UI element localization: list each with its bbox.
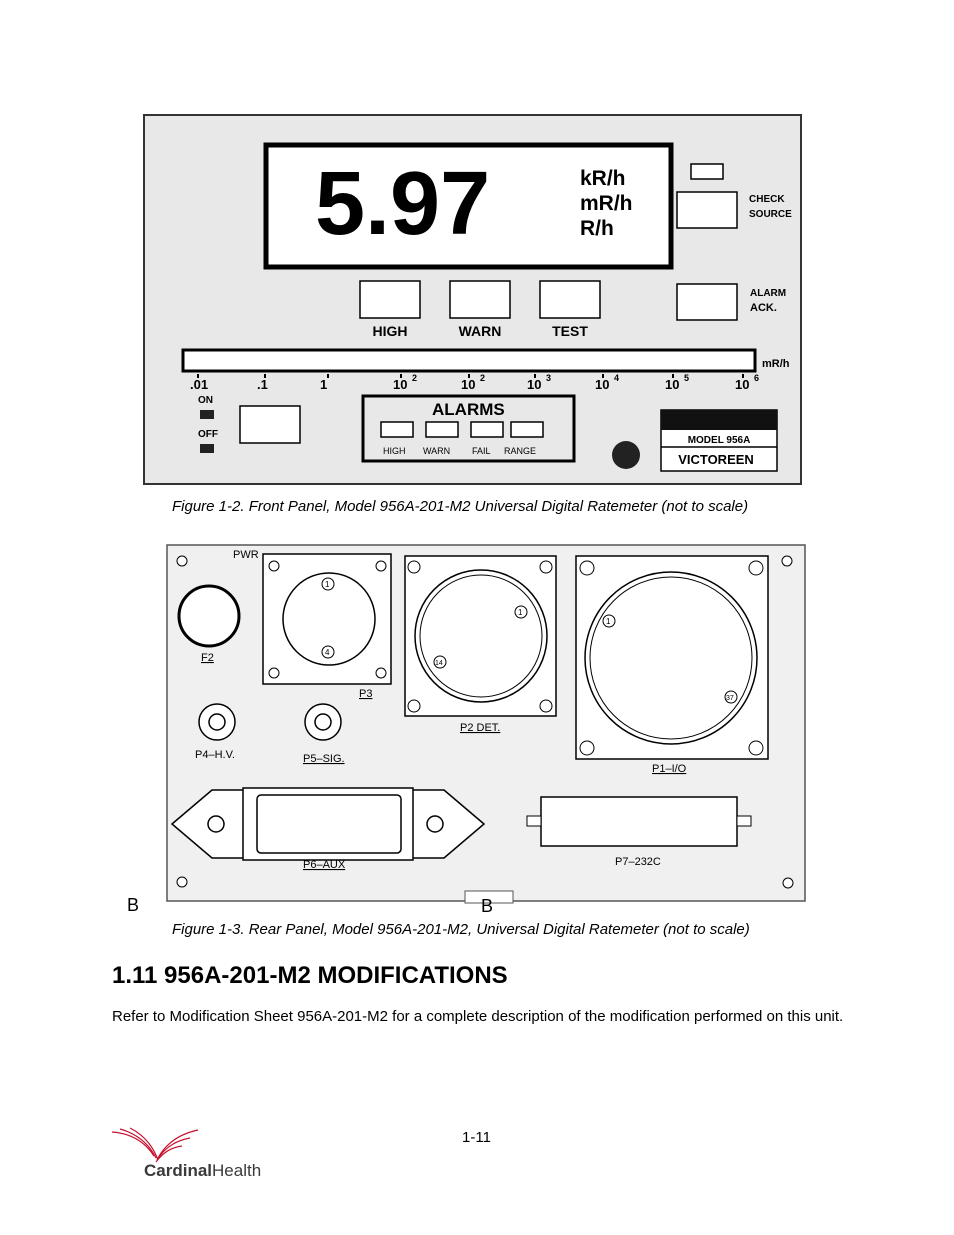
p6-label: P6–AUX bbox=[303, 859, 346, 871]
p1-label: P1–I/O bbox=[652, 763, 687, 775]
logo-swoosh-icon bbox=[110, 1126, 200, 1166]
scale-exponent: 2 bbox=[480, 373, 486, 383]
alarm-ack-label: ALARM bbox=[750, 288, 787, 299]
unit-mr: mR/h bbox=[580, 192, 633, 215]
logo-text-cardinal: Cardinal bbox=[144, 1161, 213, 1180]
high-label: HIGH bbox=[372, 323, 408, 339]
model-plate-header bbox=[661, 410, 777, 430]
pwr-label: PWR bbox=[233, 549, 259, 561]
scale-label: 10 bbox=[527, 377, 542, 392]
alarms-title: ALARMS bbox=[432, 400, 505, 419]
scale-label: 10 bbox=[595, 377, 610, 392]
rear-panel-figure bbox=[125, 542, 810, 917]
scale-label: 10 bbox=[735, 377, 750, 392]
p7-label: P7–232C bbox=[615, 856, 661, 868]
b-label-left: B bbox=[127, 895, 140, 915]
alarm-lamp-high-label: HIGH bbox=[383, 446, 406, 456]
scale-exponent: 2 bbox=[412, 373, 418, 383]
scale-exponent: 3 bbox=[546, 373, 552, 383]
check-source-lamp bbox=[691, 164, 723, 179]
check-source-label-2: SOURCE bbox=[749, 209, 792, 220]
p2-pin-14: 14 bbox=[435, 660, 443, 667]
bar-unit: mR/h bbox=[762, 358, 790, 370]
scale-exponent: 4 bbox=[614, 373, 620, 383]
display-value: 5.97 bbox=[315, 154, 491, 254]
knob[interactable] bbox=[612, 441, 640, 469]
section-heading: 1.11 956A-201-M2 MODIFICATIONS bbox=[112, 962, 508, 989]
warn-indicator[interactable] bbox=[450, 281, 510, 318]
test-button[interactable] bbox=[540, 281, 600, 318]
p4-label: P4–H.V. bbox=[195, 749, 235, 761]
scale-label: 10 bbox=[665, 377, 680, 392]
p1-pin-1: 1 bbox=[606, 617, 611, 626]
check-source-label: CHECK bbox=[749, 194, 785, 205]
scale-label: .01 bbox=[190, 377, 209, 392]
figure-1-2-caption: Figure 1-2. Front Panel, Model 956A-201-M2 Universal Digital Ratemeter (not to scale) bbox=[172, 498, 749, 515]
p1-pin-37: 37 bbox=[726, 695, 734, 702]
check-source-button[interactable] bbox=[677, 192, 737, 228]
logo-text-health: Health bbox=[212, 1161, 262, 1180]
scale-label: 10 bbox=[393, 377, 408, 392]
alarm-lamp-warn bbox=[426, 422, 458, 437]
bar-graph bbox=[183, 350, 755, 371]
off-led bbox=[200, 444, 214, 453]
on-led bbox=[200, 410, 214, 419]
p3-pin-1: 1 bbox=[325, 580, 330, 589]
unit-kr: kR/h bbox=[580, 167, 626, 190]
figure-1-3-caption: Figure 1-3. Rear Panel, Model 956A-201-M2, Universal Digital Ratemeter (not to scale) bbox=[172, 921, 750, 938]
p3-label: P3 bbox=[359, 688, 373, 700]
p3-pin-4: 4 bbox=[325, 648, 330, 657]
f2-label: F2 bbox=[201, 652, 214, 664]
fuse-f2 bbox=[179, 586, 239, 646]
power-switch[interactable] bbox=[240, 406, 300, 443]
off-label: OFF bbox=[198, 429, 218, 440]
alarm-lamp-range bbox=[511, 422, 543, 437]
scale-label: 10 bbox=[461, 377, 476, 392]
alarm-lamp-fail-label: FAIL bbox=[472, 446, 491, 456]
alarm-ack-label-2: ACK. bbox=[750, 302, 777, 314]
on-label: ON bbox=[198, 395, 213, 406]
p2-label: P2 DET. bbox=[460, 722, 501, 734]
b-label-right: B bbox=[481, 896, 494, 916]
alarm-lamp-fail bbox=[471, 422, 503, 437]
alarm-lamp-range-label: RANGE bbox=[504, 446, 537, 456]
front-panel-figure bbox=[143, 114, 803, 486]
page-number: 1-11 bbox=[462, 1129, 491, 1146]
alarm-ack-button[interactable] bbox=[677, 284, 737, 320]
scale-exponent: 5 bbox=[684, 373, 690, 383]
alarm-lamp-high bbox=[381, 422, 413, 437]
p5-label: P5–SIG. bbox=[303, 753, 345, 765]
high-indicator[interactable] bbox=[360, 281, 420, 318]
warn-label: WARN bbox=[458, 323, 502, 339]
cardinal-health-logo bbox=[110, 1126, 270, 1184]
unit-r: R/h bbox=[580, 217, 614, 240]
body-paragraph: Refer to Modification Sheet 956A-201-M2 for a complete description of the modification performed on this unit. bbox=[112, 1008, 844, 1025]
model-label: MODEL 956A bbox=[687, 435, 751, 446]
test-label: TEST bbox=[552, 323, 588, 339]
alarm-lamp-warn-label: WARN bbox=[423, 446, 451, 456]
scale-label: .1 bbox=[257, 377, 268, 392]
p2-pin-1: 1 bbox=[518, 608, 523, 617]
scale-exponent: 6 bbox=[754, 373, 760, 383]
scale-label: 1 bbox=[320, 377, 328, 392]
connector-p7 bbox=[541, 797, 737, 846]
brand-label: VICTOREEN bbox=[678, 452, 754, 467]
